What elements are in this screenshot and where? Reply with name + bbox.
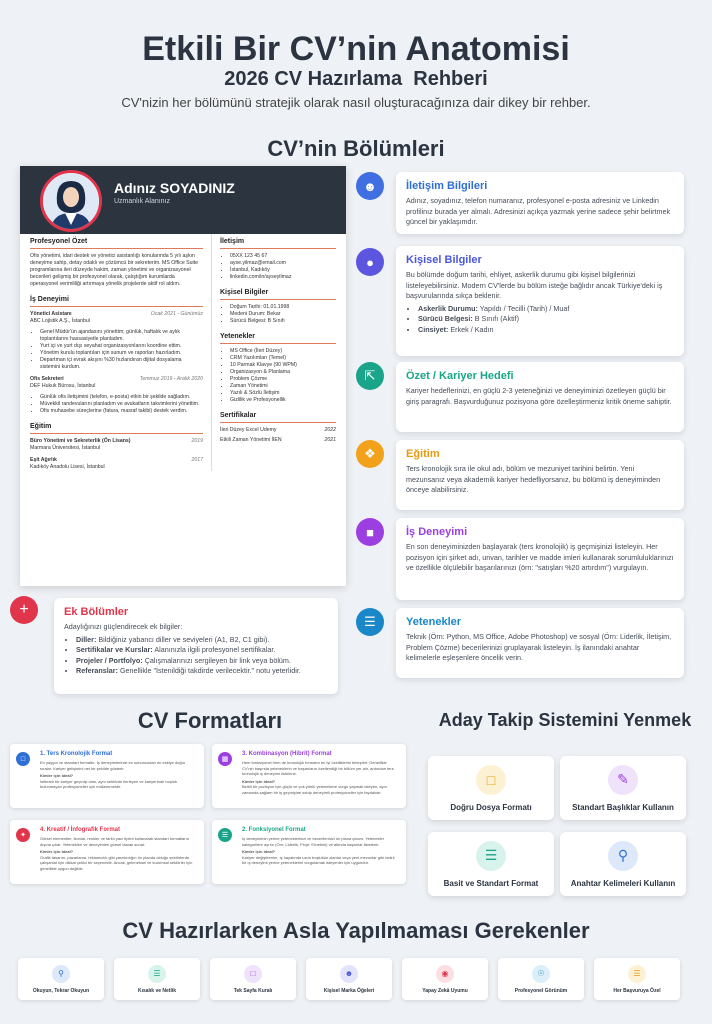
dont-card	[210, 958, 296, 1000]
list-item: • Medeni Durum: Bekar	[230, 311, 336, 318]
edit-icon: ✎	[608, 765, 638, 795]
format-text: En yaygın ve standart formattır. İş deneyimlerinizi en sonuncudan en eskiye doğru sıralar. Kariyer gelişimini net bir şekilde gösterir.	[40, 760, 186, 771]
cv-personal-heading: Kişisel Bilgiler	[220, 289, 336, 300]
list-item: • Problem Çözme	[230, 376, 336, 383]
cv-profile-heading: Profesyonel Özet	[30, 238, 203, 249]
cv-contact-heading: İletişim	[220, 238, 336, 249]
format-text: Hem fonksiyonel hem de kronolojik formatın en iyi özelliklerini birleştirir. Genellikle CV'nin başında yeteneklerin ve başarıların özetlendiği bir bölüm yer alır, ardından ters kronolojik iş deneyimi listelenir.	[242, 760, 394, 776]
list-item: • ayse.yilmaz@email.com	[230, 260, 336, 267]
cv-header	[20, 166, 346, 234]
expand-icon: ⇱	[356, 362, 384, 390]
dont-card	[18, 958, 104, 1000]
section-text: Ters kronolojik sıra ile okul adı, bölüm ve mezuniyet tarihini belirtin. Yeni mezunsanız veya akademik kariyer hedefliyorsanız, bu bölümü iş deneyiminden önceye alabilirsiniz.	[406, 464, 661, 494]
cv-sample	[20, 166, 346, 586]
list-item: • Zaman Yönetimi	[230, 383, 336, 390]
cv-cert2-year: 2021	[324, 437, 336, 443]
format-question: Kimler için ideal?	[40, 849, 74, 854]
cv-job2-company: DEF Hukuk Bürosu, İstanbul	[30, 383, 96, 389]
format-card	[10, 820, 204, 884]
dont-label: Yapay Zekâ Uyumu	[422, 987, 468, 994]
list-item: • Askerlik Durumu: Yapıldı / Tecilli (Tarih) / Muaf	[418, 304, 674, 315]
format-text: İş deneyiminin yerine yeteneklerinizi ve becerilerinizi ön plana çıkarır. Yetenekler kategorilere ayrılır (Örn: Liderlik, Proje Yönetimi) ve altında başarılar listelenir.	[242, 836, 385, 847]
section-cards	[356, 172, 686, 680]
key-icon: ⚲	[608, 841, 638, 871]
dont-label: Profesyonel Görünüm	[514, 987, 568, 994]
dont-card	[114, 958, 200, 1000]
cv-cert-heading: Sertifikalar	[220, 412, 336, 423]
page-title: Etkili Bir CV’nin Anatomisi	[142, 30, 570, 68]
page-description: CV'nizin her bölümünü stratejik olarak nasıl oluşturacağınıza dair dikey bir rehber.	[121, 95, 591, 110]
grid-icon: ▦	[218, 752, 232, 766]
section-title: Eğitim	[406, 448, 440, 460]
cv-job1-company: ABC Lojistik A.Ş., İstanbul	[30, 318, 90, 324]
list-icon: ☰	[218, 828, 232, 842]
dont-card	[498, 958, 584, 1000]
cv-skills-heading: Yetenekler	[220, 333, 336, 344]
format-text: Görsel elementler, ikonlar, renkler ve farklı yazı tipleri kullanarak standart formatların dışına çıkar. Yetenekleri ve deneyimleri görsel olarak sunar.	[40, 836, 189, 847]
format-question: Kimler için ideal?	[40, 773, 74, 778]
donts-title: CV Hazırlarken Asla Yapılmaması Gerekenler	[122, 918, 590, 943]
cv-profile-text: Ofis yönetimi, idari destek ve yönetici asistanlığı konularında 5 yılı aşkın deneyime sahip, detay odaklı ve çözümcü bir sekreterim. MS Office Suite programlarına ileri düzeyde hakim, zaman yönetimi ve organizasyonel becerileri gelişmiş bir profesyonel olarak, çalıştığım kurumlarda operasyonel verimliliği artırmaya yönelik projelerde aktif rol aldım.	[30, 253, 198, 287]
cv-job1-title: Yönetici Asistanı	[30, 311, 72, 317]
eye-icon: ☉	[532, 965, 550, 983]
list-item: • Departman içi evrak akışını %30 hızlandıran dijital dosyalama sistemini kurdum.	[40, 357, 203, 371]
list-item: • Gizlilik ve Profesyonellik	[230, 397, 336, 404]
list-item: • CRM Yazılımları (Temel)	[230, 355, 336, 362]
person-icon: ☻	[340, 965, 358, 983]
section-text: Bu bölümde doğum tarihi, ehliyet, askerlik durumu gibi kişisel bilgilerinizi listeleyebilirsiniz. Modern CV'lerde bu bölüm isteğe bağlıdır ancak Türkiye'deki iş başvurularında sıkça beklenir.	[406, 270, 663, 300]
format-title: 1. Ters Kronolojik Format	[40, 751, 113, 757]
format-answer: Grafik tasarım, pazarlama, reklamcılık gibi yaratıcılığın ön planda olduğu sektörlerde çalışanlar için dikkat çekici bir seçenektir. Ancak, geleneksel ve kurumsal sektörler için genellikle uygun değildir.	[40, 854, 193, 871]
cv-job1-bullets	[30, 329, 203, 371]
section-title: İş Deneyimi	[406, 526, 468, 538]
ats-card	[560, 756, 686, 820]
format-answer: Kariyer değiştirenler, iş hayatında uzun boşluklar olanlar veya yeni mezunlar gibi belirli bir iş deneyimi yerine yeteneklerini vurgulamak isteyenler için uygundur.	[242, 854, 395, 865]
format-card	[212, 820, 406, 884]
list-item: • 10 Parmak Klavye (90 WPM)	[230, 362, 336, 369]
dont-label: Okuyun, Tekrar Okuyun	[32, 987, 90, 994]
avatar	[40, 170, 102, 232]
list-item: • Sertifikalar ve Kurslar: Alanınızla ilgili profesyonel sertifikalar.	[76, 645, 328, 656]
formats-title: CV Formatları	[137, 708, 283, 733]
ats-title: Aday Takip Sistemini Yenmek	[438, 710, 692, 730]
section-text: Teknik (Örn: Python, MS Office, Adobe Photoshop) ve sosyal (Örn: Liderlik, İletişim, Problem Çözme) becerilerinizi gruplayarak listeleyin. İş ilanındaki anahtar kelimelerle eşleşenlere öncelik verin.	[406, 632, 672, 662]
cv-name: Adınız SOYADINIZ	[114, 180, 235, 196]
plus-icon: +	[10, 596, 38, 624]
robot-icon: ◉	[436, 965, 454, 983]
dont-label: Her Başvuruya Özel	[613, 987, 661, 994]
list-item: • Sürücü Belgesi: B Sınıfı	[230, 318, 336, 325]
section-title: Özet / Kariyer Hedefi	[406, 370, 514, 382]
list-item: • MS Office (İleri Düzey)	[230, 348, 336, 355]
cv-edu2-year: 2017	[191, 457, 203, 463]
section-card-summary	[356, 362, 686, 440]
list-item: • Yönetim kurulu toplantıları için sunum ve raporları hazırladım.	[40, 350, 203, 357]
list-item: • Cinsiyet: Erkek / Kadın	[418, 325, 674, 336]
extra-intro: Adaylığınızı güçlendirecek ek bilgiler:	[64, 622, 183, 631]
format-card	[10, 744, 204, 808]
ats-card	[428, 832, 554, 896]
list-item: • Referanslar: Genellikle "İstenildiği takdirde verilecektir." notu yeterlidir.	[76, 666, 328, 677]
cv-side-column	[212, 234, 336, 471]
cv-job1-date: Ocak 2021 - Günümüz	[150, 311, 203, 317]
format-answer: Belirli bir pozisyon için güçlü ve çok yönlü yeteneklere vurgu yapmak isteyen, aynı zamanda sağlam bir iş geçmişine sahip deneyimli profesyoneller için faydalıdır.	[242, 784, 387, 795]
sections-title: CV’nin Bölümleri	[267, 136, 445, 161]
ats-label: Basit ve Standart Format	[443, 878, 539, 888]
ats-label: Anahtar Kelimeleri Kullanın	[570, 878, 676, 888]
ats-card	[428, 756, 554, 820]
cv-cert1: İleri Düzey Excel Udemy	[220, 427, 277, 433]
dont-label: Kişisel Marka Öğeleri	[323, 987, 375, 994]
page-subtitle: 2026 CV Hazırlama Rehberi	[224, 68, 488, 90]
cv-main-column	[30, 234, 212, 471]
dont-label: Kısalık ve Netlik	[137, 987, 177, 994]
section-card-personal	[356, 242, 686, 362]
cv-role: Uzmanlık Alanınız	[114, 198, 171, 205]
cv-edu2-school: Kadıköy Anadolu Lisesi, İstanbul	[30, 464, 105, 470]
list-item: • Genel Müdür'ün ajandasını yönettim; günlük, haftalık ve aylık toplantılarını hassasiyetle planladım.	[40, 329, 203, 343]
search-icon: ⚲	[52, 965, 70, 983]
file-icon: □	[476, 765, 506, 795]
format-title: 3. Kombinasyon (Hibrit) Format	[242, 751, 332, 757]
list-item: • Doğum Tarihi: 01.01.1998	[230, 304, 336, 311]
format-card	[212, 744, 406, 808]
list-item: • Yazılı & Sözlü İletişim	[230, 390, 336, 397]
cv-exp-heading: İş Deneyimi	[30, 296, 203, 307]
cv-job2-bullets	[30, 394, 203, 415]
cv-edu-heading: Eğitim	[30, 423, 203, 434]
section-text: Kariyer hedeflerinizi, en güçlü 2-3 yeteneğinizi ve deneyiminizi özetleyen güçlü bir giriş paragrafı. Başvurduğunuz pozisyona göre özelleştirmeniz kritik öneme sahiptir.	[406, 386, 672, 406]
list-item: • Sürücü Belgesi: B Sınıfı (Aktif)	[418, 314, 674, 325]
list-item: • Organizasyon & Planlama	[230, 369, 336, 376]
section-title: İletişim Bilgileri	[406, 180, 488, 192]
list-item: • Projeler / Portfolyo: Çalışmalarınızı sergileyen bir link veya bölüm.	[76, 656, 328, 667]
format-answer: İstikrarlı bir kariyer geçmişi olan, aynı sektörde ilerleyen ve kariyerinde boşluk bulunmayan profesyoneller için mükemmeldir.	[40, 778, 177, 789]
list-item: • linkedin.com/in/ayseyilmaz	[230, 274, 336, 281]
sliders-icon: ☰	[356, 608, 384, 636]
briefcase-icon: ■	[356, 518, 384, 546]
dont-card	[402, 958, 488, 1000]
cv-edu2-title: Eşit Ağırlık	[30, 457, 57, 463]
extra-title: Ek Bölümler	[64, 606, 129, 618]
format-title: 4. Kreatif / İnfografik Format	[40, 827, 121, 833]
person-icon: ●	[356, 248, 384, 276]
cv-cert1-year: 2022	[324, 427, 336, 433]
sparkle-icon: ✦	[16, 828, 30, 842]
list-item: • Diller: Bildiğiniz yabancı diller ve seviyeleri (A1, B2, C1 gibi).	[76, 635, 328, 646]
cv-edu1-year: 2019	[191, 438, 203, 444]
donts-row	[18, 958, 694, 1000]
dont-card	[594, 958, 680, 1000]
extra-sections	[10, 596, 340, 696]
cv-edu1-school: Marmara Üniversitesi, İstanbul	[30, 445, 101, 451]
ats-card	[560, 832, 686, 896]
section-card-education	[356, 440, 686, 518]
format-question: Kimler için ideal?	[242, 849, 276, 854]
list-item: • Ofis muhasebe süreçlerine (fatura, masraf takibi) destek verdim.	[40, 408, 203, 415]
list-item: • Yurt içi ve yurt dışı seyahat organizasyonlarını koordine ettim.	[40, 343, 203, 350]
ats-label: Standart Başlıklar Kullanın	[572, 802, 674, 812]
list-icon: ☰	[476, 841, 506, 871]
cv-job2-title: Ofis Sekreteri	[30, 376, 64, 382]
section-text: En son deneyiminizden başlayarak (ters kronolojik) iş geçmişinizi listeleyin. Her pozisyon için şirket adı, unvan, tarihler ve madde imleri kullanarak sorumluluklarınızı ve özellikle ölçülebilir başarılarınızı (örn: "satışları %20 artırdım") vurgulayın.	[406, 542, 674, 572]
text-icon: ☰	[148, 965, 166, 983]
cv-job2-date: Temmuz 2019 - Aralık 2020	[139, 376, 203, 382]
section-card-contact	[356, 172, 686, 242]
section-card-skills	[356, 608, 686, 680]
list-item: • İstanbul, Kadıköy	[230, 267, 336, 274]
page-icon: □	[244, 965, 262, 983]
section-title: Kişisel Bilgiler	[406, 254, 482, 266]
graduation-icon: ❖	[356, 440, 384, 468]
section-card-experience	[356, 518, 686, 608]
cv-cert2: Etkili Zaman Yönetimi İIEN	[220, 437, 282, 443]
list-item: • 05XX 123 45 67	[230, 253, 336, 260]
format-question: Kimler için ideal?	[242, 778, 276, 784]
cv-edu1-title: Büro Yönetimi ve Sekreterlik (Ön Lisans)	[30, 438, 131, 444]
dont-label: Tek Sayfa Kuralı	[233, 987, 273, 994]
ats-label: Doğru Dosya Formatı	[450, 802, 532, 812]
list-item: • Günlük ofis iletişimini (telefon, e-posta) etkin bir şekilde sağladım.	[40, 394, 203, 401]
section-title: Yetenekler	[406, 616, 462, 628]
format-title: 2. Fonksiyonel Format	[242, 827, 306, 833]
calendar-icon: □	[16, 752, 30, 766]
user-icon: ☻	[356, 172, 384, 200]
list-item: • Müvekkil randevularını planladım ve avukatların takvimlerini yönettim.	[40, 401, 203, 408]
list-icon: ☰	[628, 965, 646, 983]
dont-card	[306, 958, 392, 1000]
section-text: Adınız, soyadınız, telefon numaranız, profesyonel e-posta adresiniz ve Linkedin profilinız burada yer almalı. Adresinizi açıkça yazmak yerine sadece şehir belirtmek güncel bir yaklaşımdır.	[406, 196, 671, 226]
